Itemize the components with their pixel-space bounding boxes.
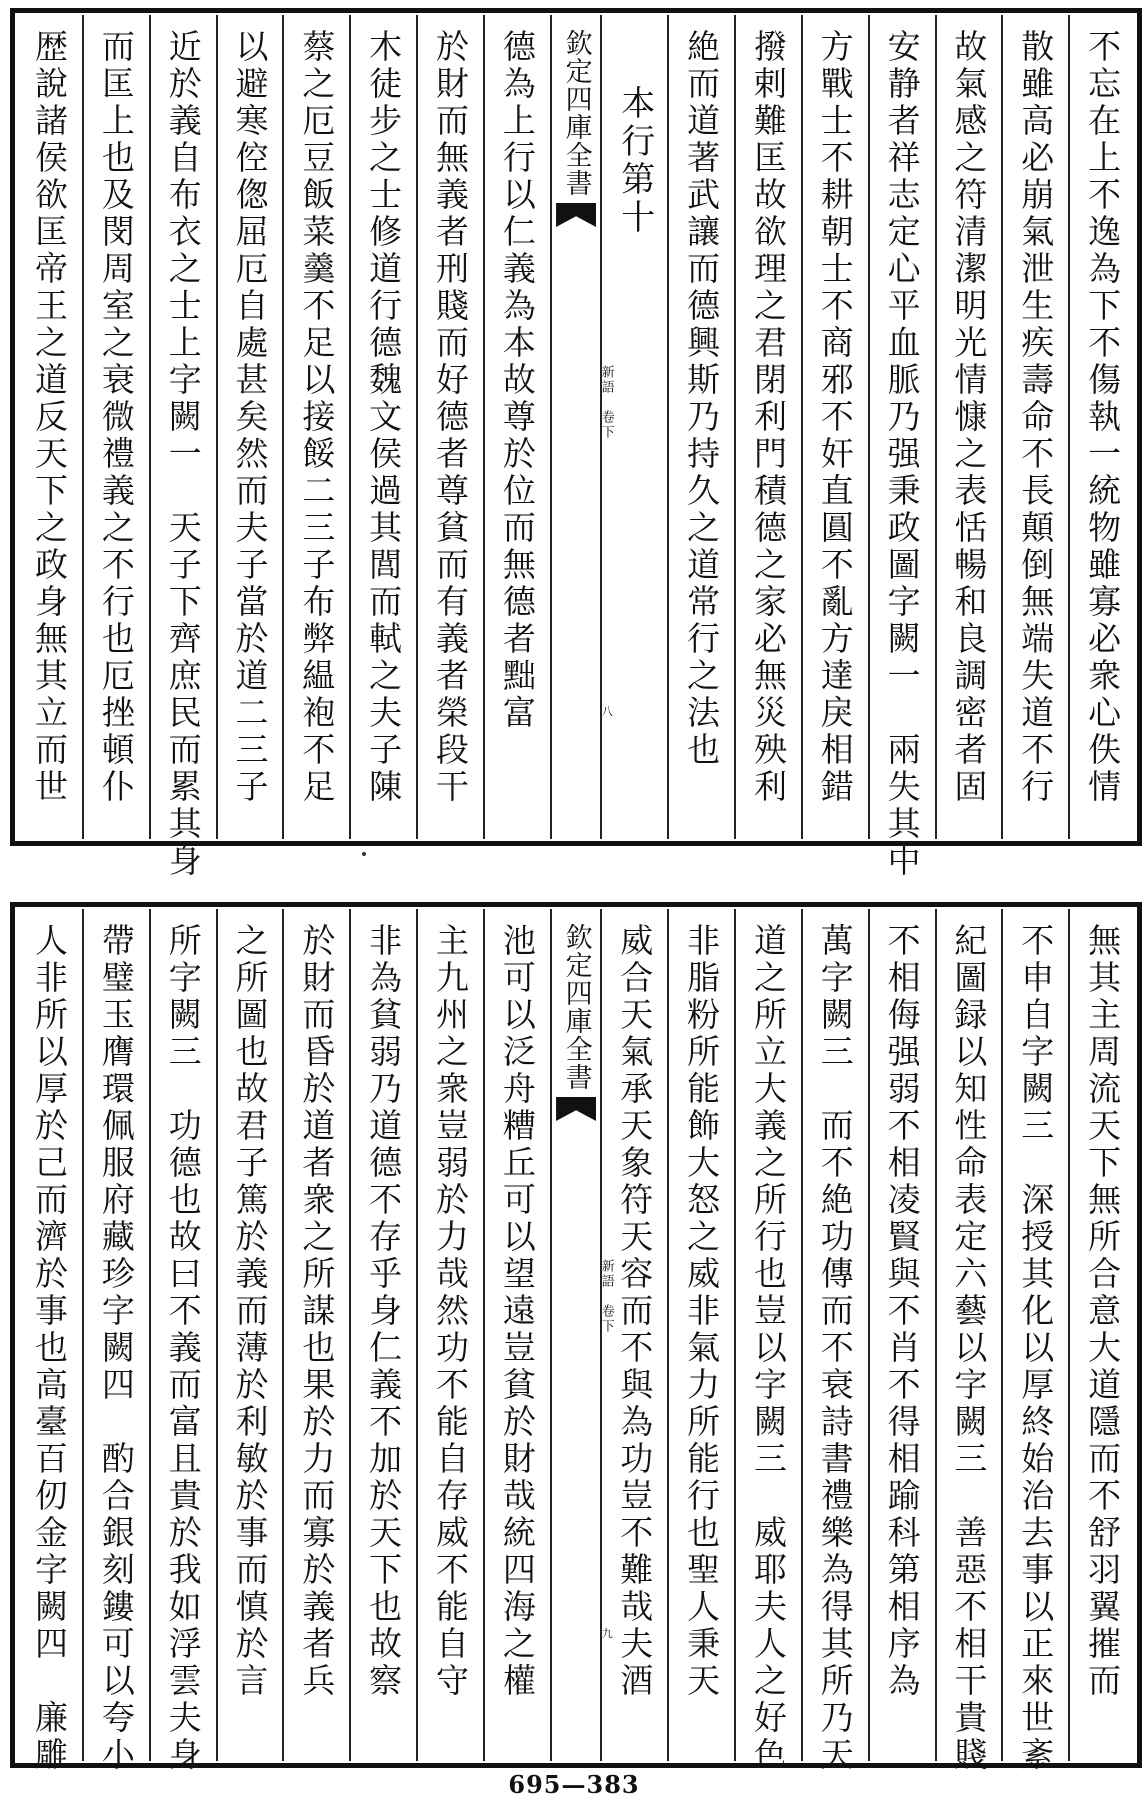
spine-page-number: 九: [601, 1627, 613, 1640]
fish-tail-mark: [556, 1097, 596, 1121]
spine-subtitle: 新語 卷下: [598, 365, 614, 440]
text-column: [667, 909, 734, 1761]
column-text: 故氣感之符清潔明光情慷之表恬暢和良調密者固: [949, 29, 989, 806]
text-column: [1001, 15, 1068, 839]
column-text: 方戰士不耕朝士不商邪不奸直圓不亂方達戾相錯: [815, 29, 855, 806]
text-column: [1001, 909, 1068, 1774]
column-text: 帶璧玉膺環佩服府藏珍字闕四 酌合銀刻鏤可以夸小: [96, 923, 136, 1774]
spine-subtitle: 新語 卷下: [598, 1259, 614, 1334]
column-text: 不相侮强弱不相凌賢與不肖不得相踰科第相序為: [882, 923, 922, 1700]
text-column: [935, 909, 1002, 1774]
column-text: 威合天氣承天象符天容而不與為功豈不難哉夫酒: [615, 923, 655, 1700]
text-column: [734, 909, 801, 1774]
column-text: 於財而無義者刑賤而好德者尊貧而有義者榮段干: [431, 29, 470, 806]
spine-column: [550, 15, 614, 839]
text-column: [483, 909, 550, 1761]
text-column: [216, 15, 283, 839]
text-column: [282, 909, 349, 1761]
column-text: 蔡之厄豆飯菜羹不足以接餒二三子布弊緼袍不足: [297, 29, 337, 806]
spine-page-number: 八: [601, 705, 613, 718]
spine-title: 欽定四庫全書: [560, 29, 592, 197]
column-text: 無其主周流天下無所合意大道隱而不舒羽翼摧而: [1083, 923, 1123, 1700]
text-column: [349, 909, 416, 1761]
text-column: [801, 909, 868, 1774]
top-page-frame: [10, 8, 1142, 880]
text-column: [82, 909, 149, 1774]
column-text: 撥剌難匡故欲理之君閉利門積德之家必無災殃利: [748, 29, 788, 806]
fish-tail-mark: [556, 203, 596, 227]
column-text: 人非所以厚於己而濟於事也高臺百仞金字闕四 廉雕: [30, 923, 70, 1774]
text-column: [1068, 909, 1135, 1761]
column-text: 非脂粉所能飾大怒之威非氣力所能行也聖人秉天: [682, 923, 722, 1700]
column-text: 散雖高必崩氣泄生疾壽命不長顛倒無端失道不行: [1016, 29, 1056, 806]
column-text: 不忘在上不逸為下不傷執一統物雖寡必衆心佚情: [1083, 29, 1123, 806]
column-text: 紀圖録以知性命表定六藝以字闕三 善惡不相干貴賤: [949, 923, 989, 1774]
text-column: [149, 15, 216, 880]
chapter-title: 本行第十: [614, 85, 655, 237]
column-text: 之所圖也故君子篤於義而薄於利敏於事而慎於言: [230, 923, 270, 1700]
text-column: [1068, 15, 1135, 839]
text-column: [734, 15, 801, 839]
text-column: [868, 15, 935, 880]
column-text: 萬字闕三 而不絶功傳而不衰詩書禮樂為得其所乃天: [815, 923, 855, 1774]
column-text: 歴說諸侯欲匡帝王之道反天下之政身無其立而世: [30, 29, 70, 806]
column-text: 非為貧弱乃道德不存乎身仁義不加於天下也故察: [364, 923, 404, 1700]
text-column: [416, 909, 483, 1761]
column-text: 道之所立大義之所行也豈以字闕三 威耶夫人之好色: [748, 923, 788, 1774]
scan-speck: [362, 852, 366, 856]
text-column: [282, 15, 349, 839]
spine-title: 欽定四庫全書: [560, 923, 592, 1091]
bottom-page-frame: [10, 902, 1142, 1774]
column-text: 安静者祥志定心平血脈乃强秉政圖字闕一 兩失其中: [882, 29, 922, 880]
text-column: [483, 15, 550, 839]
text-column: [667, 15, 734, 839]
spine-column: [550, 909, 614, 1761]
column-text: 所字闕三 功德也故曰不義而富且貴於我如浮雲夫身: [163, 923, 203, 1774]
text-column: [17, 15, 82, 839]
column-text: 近於義自布衣之士上字闕一 天子下齊庶民而累其身: [163, 29, 203, 880]
column-text: 而匡上也及閔周室之衰微禮義之不行也厄挫頓仆: [96, 29, 136, 806]
text-column: [935, 15, 1002, 839]
text-column: [17, 909, 82, 1774]
column-text: 木徒步之士修道行德魏文侯過其閭而軾之夫子陳: [364, 29, 404, 806]
column-text: 絶而道著武讓而德興斯乃持久之道常行之法也: [682, 29, 722, 769]
text-column: [416, 15, 483, 839]
column-text: 於財而昏於道者衆之所謀也果於力而寡於義者兵: [297, 923, 337, 1700]
column-text: 池可以泛舟糟丘可以望遠豈貧於財哉統四海之權: [497, 923, 537, 1700]
text-column: [149, 909, 216, 1774]
column-text: 不申自字闕三 深授其化以厚終始治去事以正來世紊: [1016, 923, 1056, 1774]
text-column: [349, 15, 416, 839]
text-column: [868, 909, 935, 1761]
text-column: [801, 15, 868, 839]
footer-page-number: 695—383: [508, 1770, 640, 1799]
text-column: [82, 15, 149, 839]
text-column: [216, 909, 283, 1761]
column-text: 主九州之衆豈弱於力哉然功不能自存威不能自守: [431, 923, 470, 1700]
column-text: 以避寒倥偬屈厄自處甚矣然而夫子當於道二三子: [230, 29, 270, 806]
column-text: 德為上行以仁義為本故尊於位而無德者黜富: [497, 29, 537, 732]
